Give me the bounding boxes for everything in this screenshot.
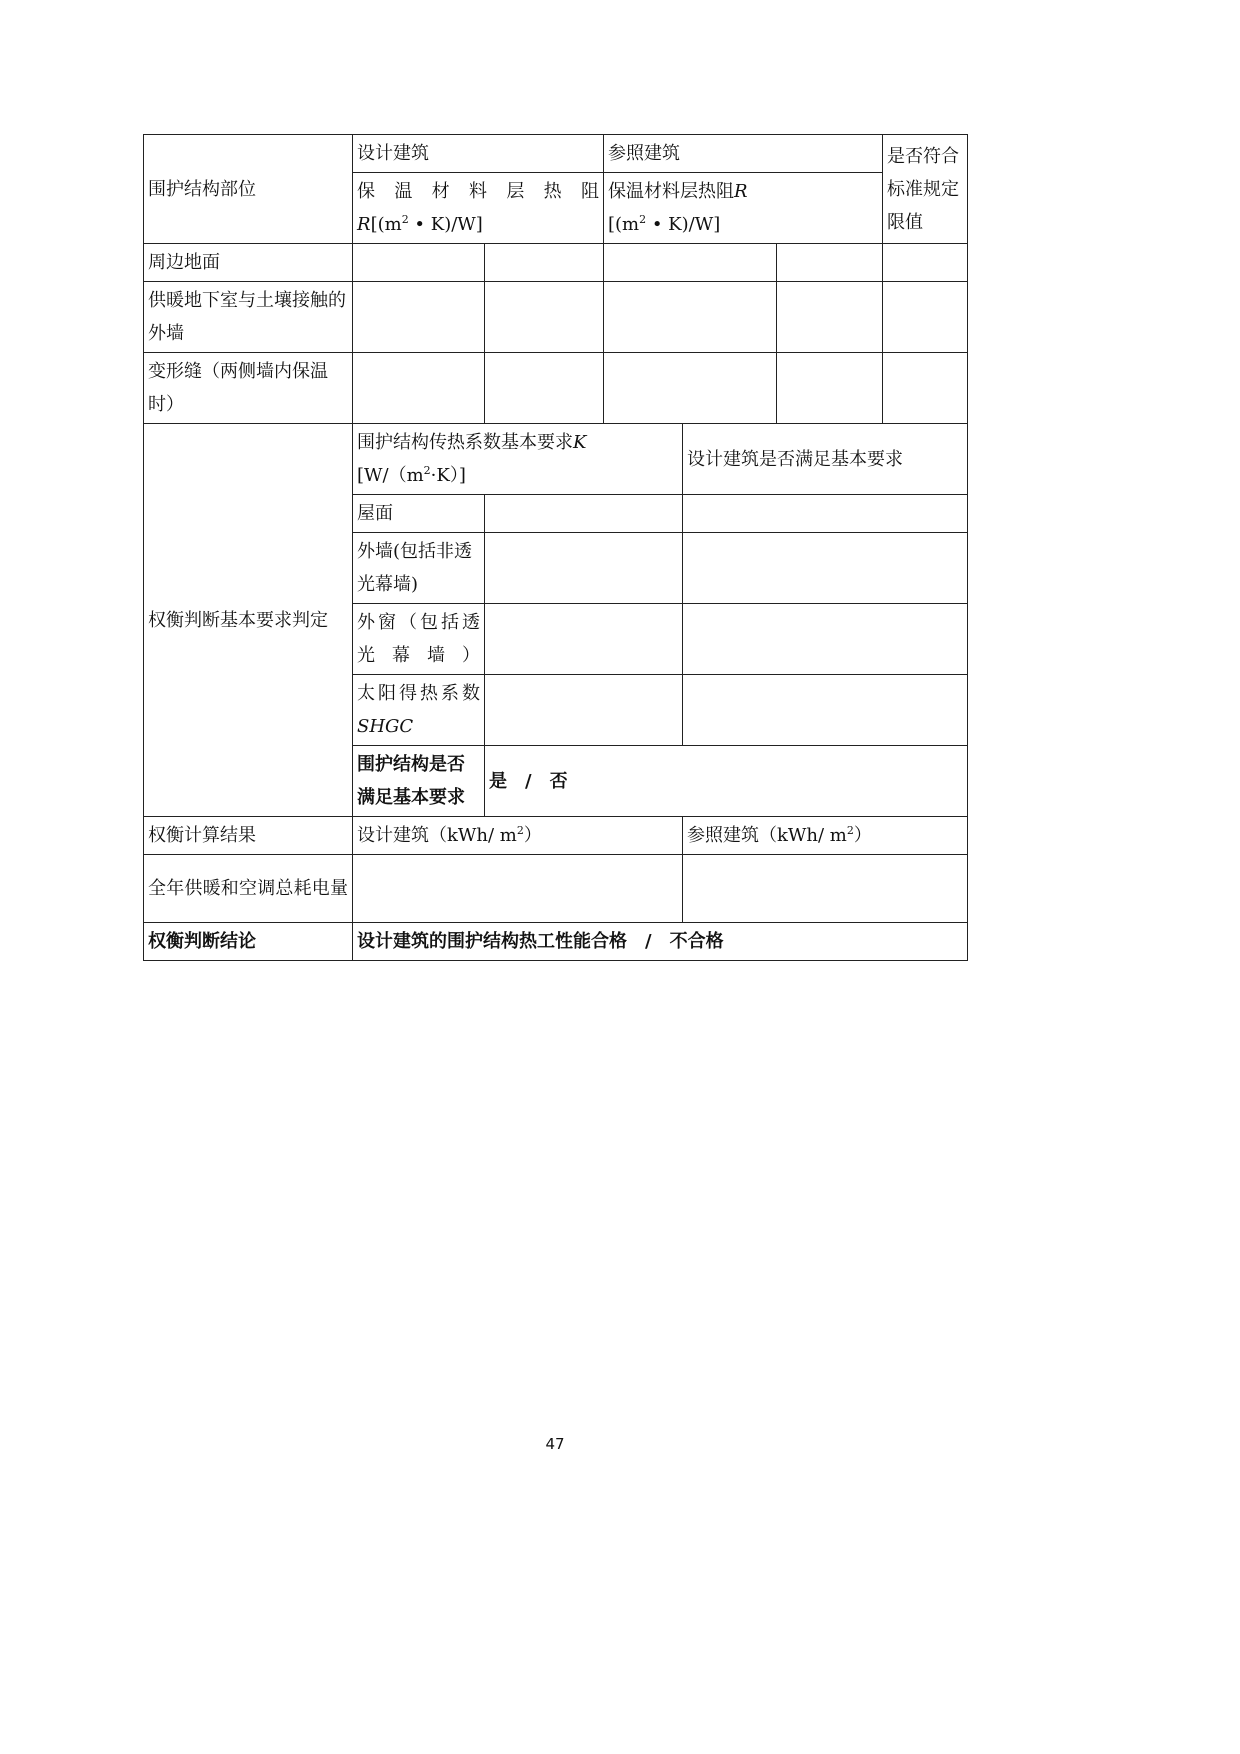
empty-cell: [683, 533, 968, 604]
meets-basic-header: 设计建筑是否满足基本要求: [683, 424, 968, 495]
empty-cell: [485, 282, 604, 353]
table-row: [144, 817, 968, 855]
empty-cell: [777, 353, 883, 424]
tradeoff-basic-label: 权衡判断基本要求判定: [144, 424, 353, 817]
calc-label: 权衡计算结果: [144, 817, 353, 855]
empty-cell: [353, 282, 485, 353]
empty-cell: [485, 495, 683, 533]
empty-cell: [604, 282, 777, 353]
header-reference-building: 参照建筑: [604, 135, 883, 173]
empty-cell: [485, 604, 683, 675]
empty-cell: [485, 244, 604, 282]
table-row: [144, 244, 968, 282]
row-label: 变形缝（两侧墙内保温时）: [144, 353, 353, 424]
empty-cell: [353, 244, 485, 282]
calc-reference-header: 参照建筑（kWh/ $m^2$）: [683, 817, 968, 855]
envelope-tradeoff-table: [143, 134, 967, 961]
table-row: [144, 923, 968, 961]
header-reference-r: [604, 173, 883, 244]
empty-cell: [604, 353, 777, 424]
empty-cell: [353, 353, 485, 424]
empty-cell: [604, 244, 777, 282]
header-design-building: 设计建筑: [353, 135, 604, 173]
empty-cell: [683, 495, 968, 533]
conclusion-value: 设计建筑的围护结构热工性能合格 / 不合格: [353, 923, 968, 961]
empty-cell: [683, 675, 968, 746]
row-label: 供暖地下室与土壤接触的外墙: [144, 282, 353, 353]
energy-label: 全年供暖和空调总耗电量: [144, 855, 353, 923]
row-label: 周边地面: [144, 244, 353, 282]
design-r-label: 保温材料层热阻: [357, 181, 599, 202]
empty-cell: [683, 604, 968, 675]
header-design-r: [353, 173, 604, 244]
calc-design-header: 设计建筑（kWh/ $m^2$）: [353, 817, 683, 855]
table-row: [144, 353, 968, 424]
empty-cell: [485, 675, 683, 746]
item-label: 太阳得热系数 SHGC: [353, 675, 485, 746]
empty-cell: [883, 282, 968, 353]
empty-cell: [485, 353, 604, 424]
conclusion-label: 权衡判断结论: [144, 923, 353, 961]
empty-cell: [883, 244, 968, 282]
design-r-unit: $R[(m^2$ • K)/W]: [357, 213, 483, 235]
empty-cell: [353, 855, 683, 923]
reference-r-unit: [($m^2$ • K)/W]: [608, 213, 721, 235]
reference-r-label: 保温材料层热阻R: [608, 181, 748, 202]
item-label: 屋面: [353, 495, 485, 533]
header-compliance: 是否符合标准规定限值: [883, 135, 968, 244]
table-row: [144, 855, 968, 923]
empty-cell: [485, 533, 683, 604]
header-part-label: 围护结构部位: [144, 135, 353, 244]
empty-cell: [777, 282, 883, 353]
empty-cell: [777, 244, 883, 282]
empty-cell: [883, 353, 968, 424]
k-requirement-header: 围护结构传热系数基本要求K $[W/(m^2\cdot K)]$: [353, 424, 683, 495]
empty-cell: [683, 855, 968, 923]
item-label: 外墙(包括非透光幕墙): [353, 533, 485, 604]
envelope-meets-label: 围护结构是否满足基本要求: [353, 746, 485, 817]
page-number: 47: [545, 1435, 565, 1453]
table-row: [144, 282, 968, 353]
item-label: 外窗（包括透光幕墙）: [353, 604, 485, 675]
envelope-meets-value: 是 / 否: [485, 746, 968, 817]
